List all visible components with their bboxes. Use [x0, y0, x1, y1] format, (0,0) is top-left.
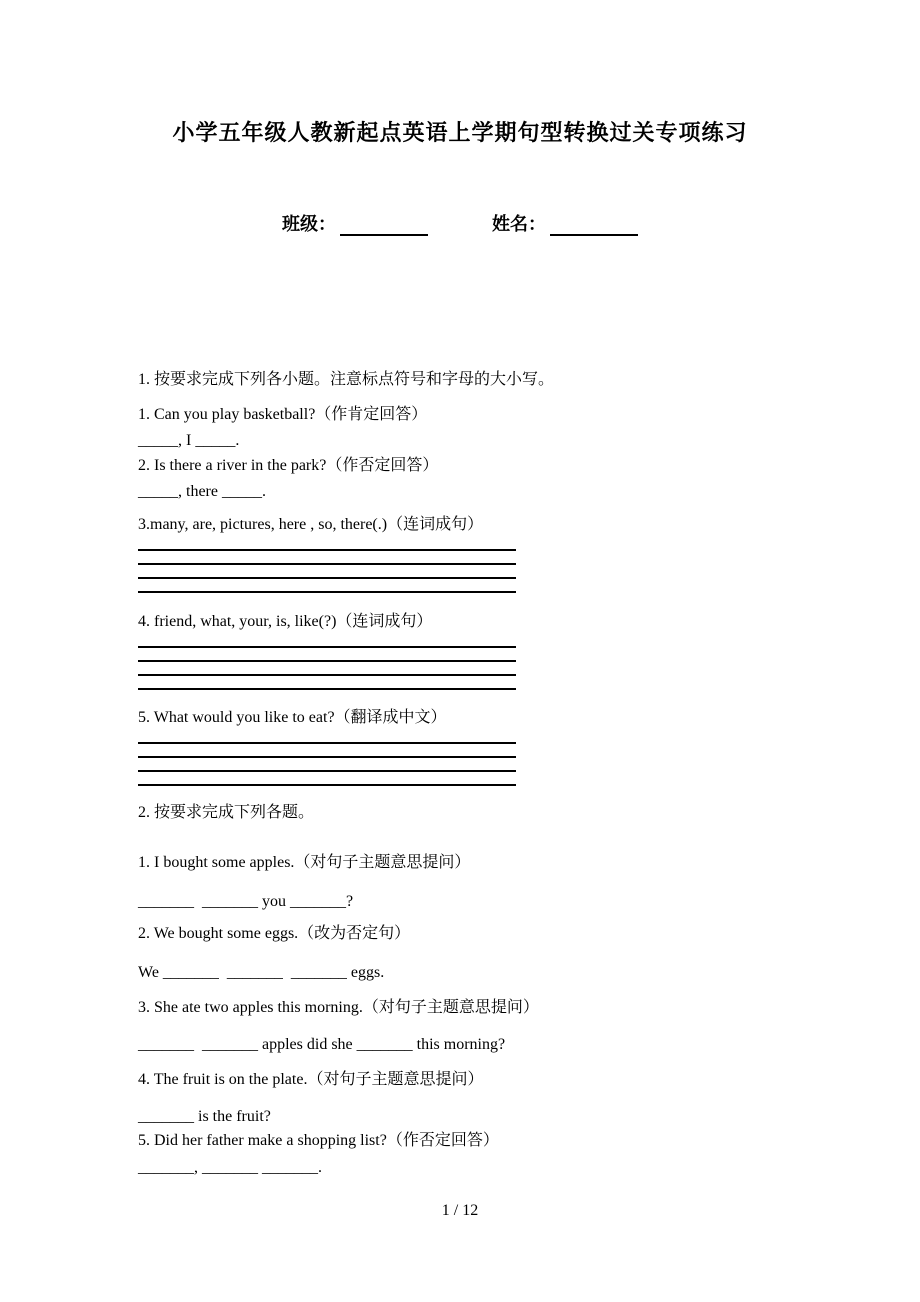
ruled-line — [138, 579, 516, 593]
ruled-line — [138, 744, 516, 758]
ruled-line — [138, 758, 516, 772]
ruled-line — [138, 634, 516, 648]
class-label: 班级： — [282, 214, 336, 234]
ruled-line — [138, 662, 516, 676]
page-number: 1 / 12 — [441, 1202, 479, 1219]
section1-answer-1: _____, I _____. — [138, 432, 240, 449]
worksheet-body — [138, 365, 783, 1180]
ruled-line — [138, 537, 516, 551]
section2-question-5: 5. Did her father make a shopping list?（作否定回答） — [138, 1132, 499, 1149]
section1-question-4: 4. friend, what, your, is, like(?)（连词成句） — [138, 613, 433, 630]
section2-header: 2. 按要求完成下列各题。 — [138, 804, 315, 821]
section2-answer-4: _______ is the fruit? — [138, 1108, 271, 1125]
section2-question-1: 1. I bought some apples.（对句子主题意思提问） — [138, 854, 471, 871]
section1-question-3: 3.many, are, pictures, here , so, there(.)（连词成句） — [138, 516, 484, 533]
ruled-line — [138, 648, 516, 662]
ruled-line — [138, 551, 516, 565]
section2-question-4: 4. The fruit is on the plate.（对句子主题意思提问） — [138, 1071, 484, 1088]
ruled-line — [138, 772, 516, 786]
section2-question-2: 2. We bought some eggs.（改为否定句） — [138, 925, 411, 942]
meta-row — [0, 210, 920, 236]
section1-header: 1. 按要求完成下列各小题。注意标点符号和字母的大小写。 — [138, 371, 555, 388]
name-field — [492, 210, 638, 236]
section1-question-5: 5. What would you like to eat?（翻译成中文） — [138, 709, 447, 726]
section2-answer-5: _______, _______ _______. — [138, 1159, 322, 1176]
writing-lines-q5 — [138, 730, 516, 786]
name-label: 姓名： — [492, 214, 546, 234]
section1-question-2: 2. Is there a river in the park?（作否定回答） — [138, 457, 439, 474]
section2-answer-2: We _______ _______ _______ eggs. — [138, 964, 385, 981]
writing-lines-q4 — [138, 634, 516, 690]
writing-lines-q3 — [138, 537, 516, 593]
class-blank-line — [340, 217, 428, 236]
ruled-line — [138, 565, 516, 579]
ruled-line — [138, 730, 516, 744]
name-blank-line — [550, 217, 638, 236]
section2-answer-3: _______ _______ apples did she _______ this morning? — [138, 1036, 506, 1053]
ruled-line — [138, 676, 516, 690]
section1-question-1: 1. Can you play basketball?（作肯定回答） — [138, 406, 428, 423]
section2-answer-1: _______ _______ you _______? — [138, 893, 354, 910]
page-title: 小学五年级人教新起点英语上学期句型转换过关专项练习 — [172, 120, 748, 145]
class-field — [282, 210, 428, 236]
section2-question-3: 3. She ate two apples this morning.（对句子主题意思提问） — [138, 999, 539, 1016]
section1-answer-2: _____, there _____. — [138, 483, 266, 500]
